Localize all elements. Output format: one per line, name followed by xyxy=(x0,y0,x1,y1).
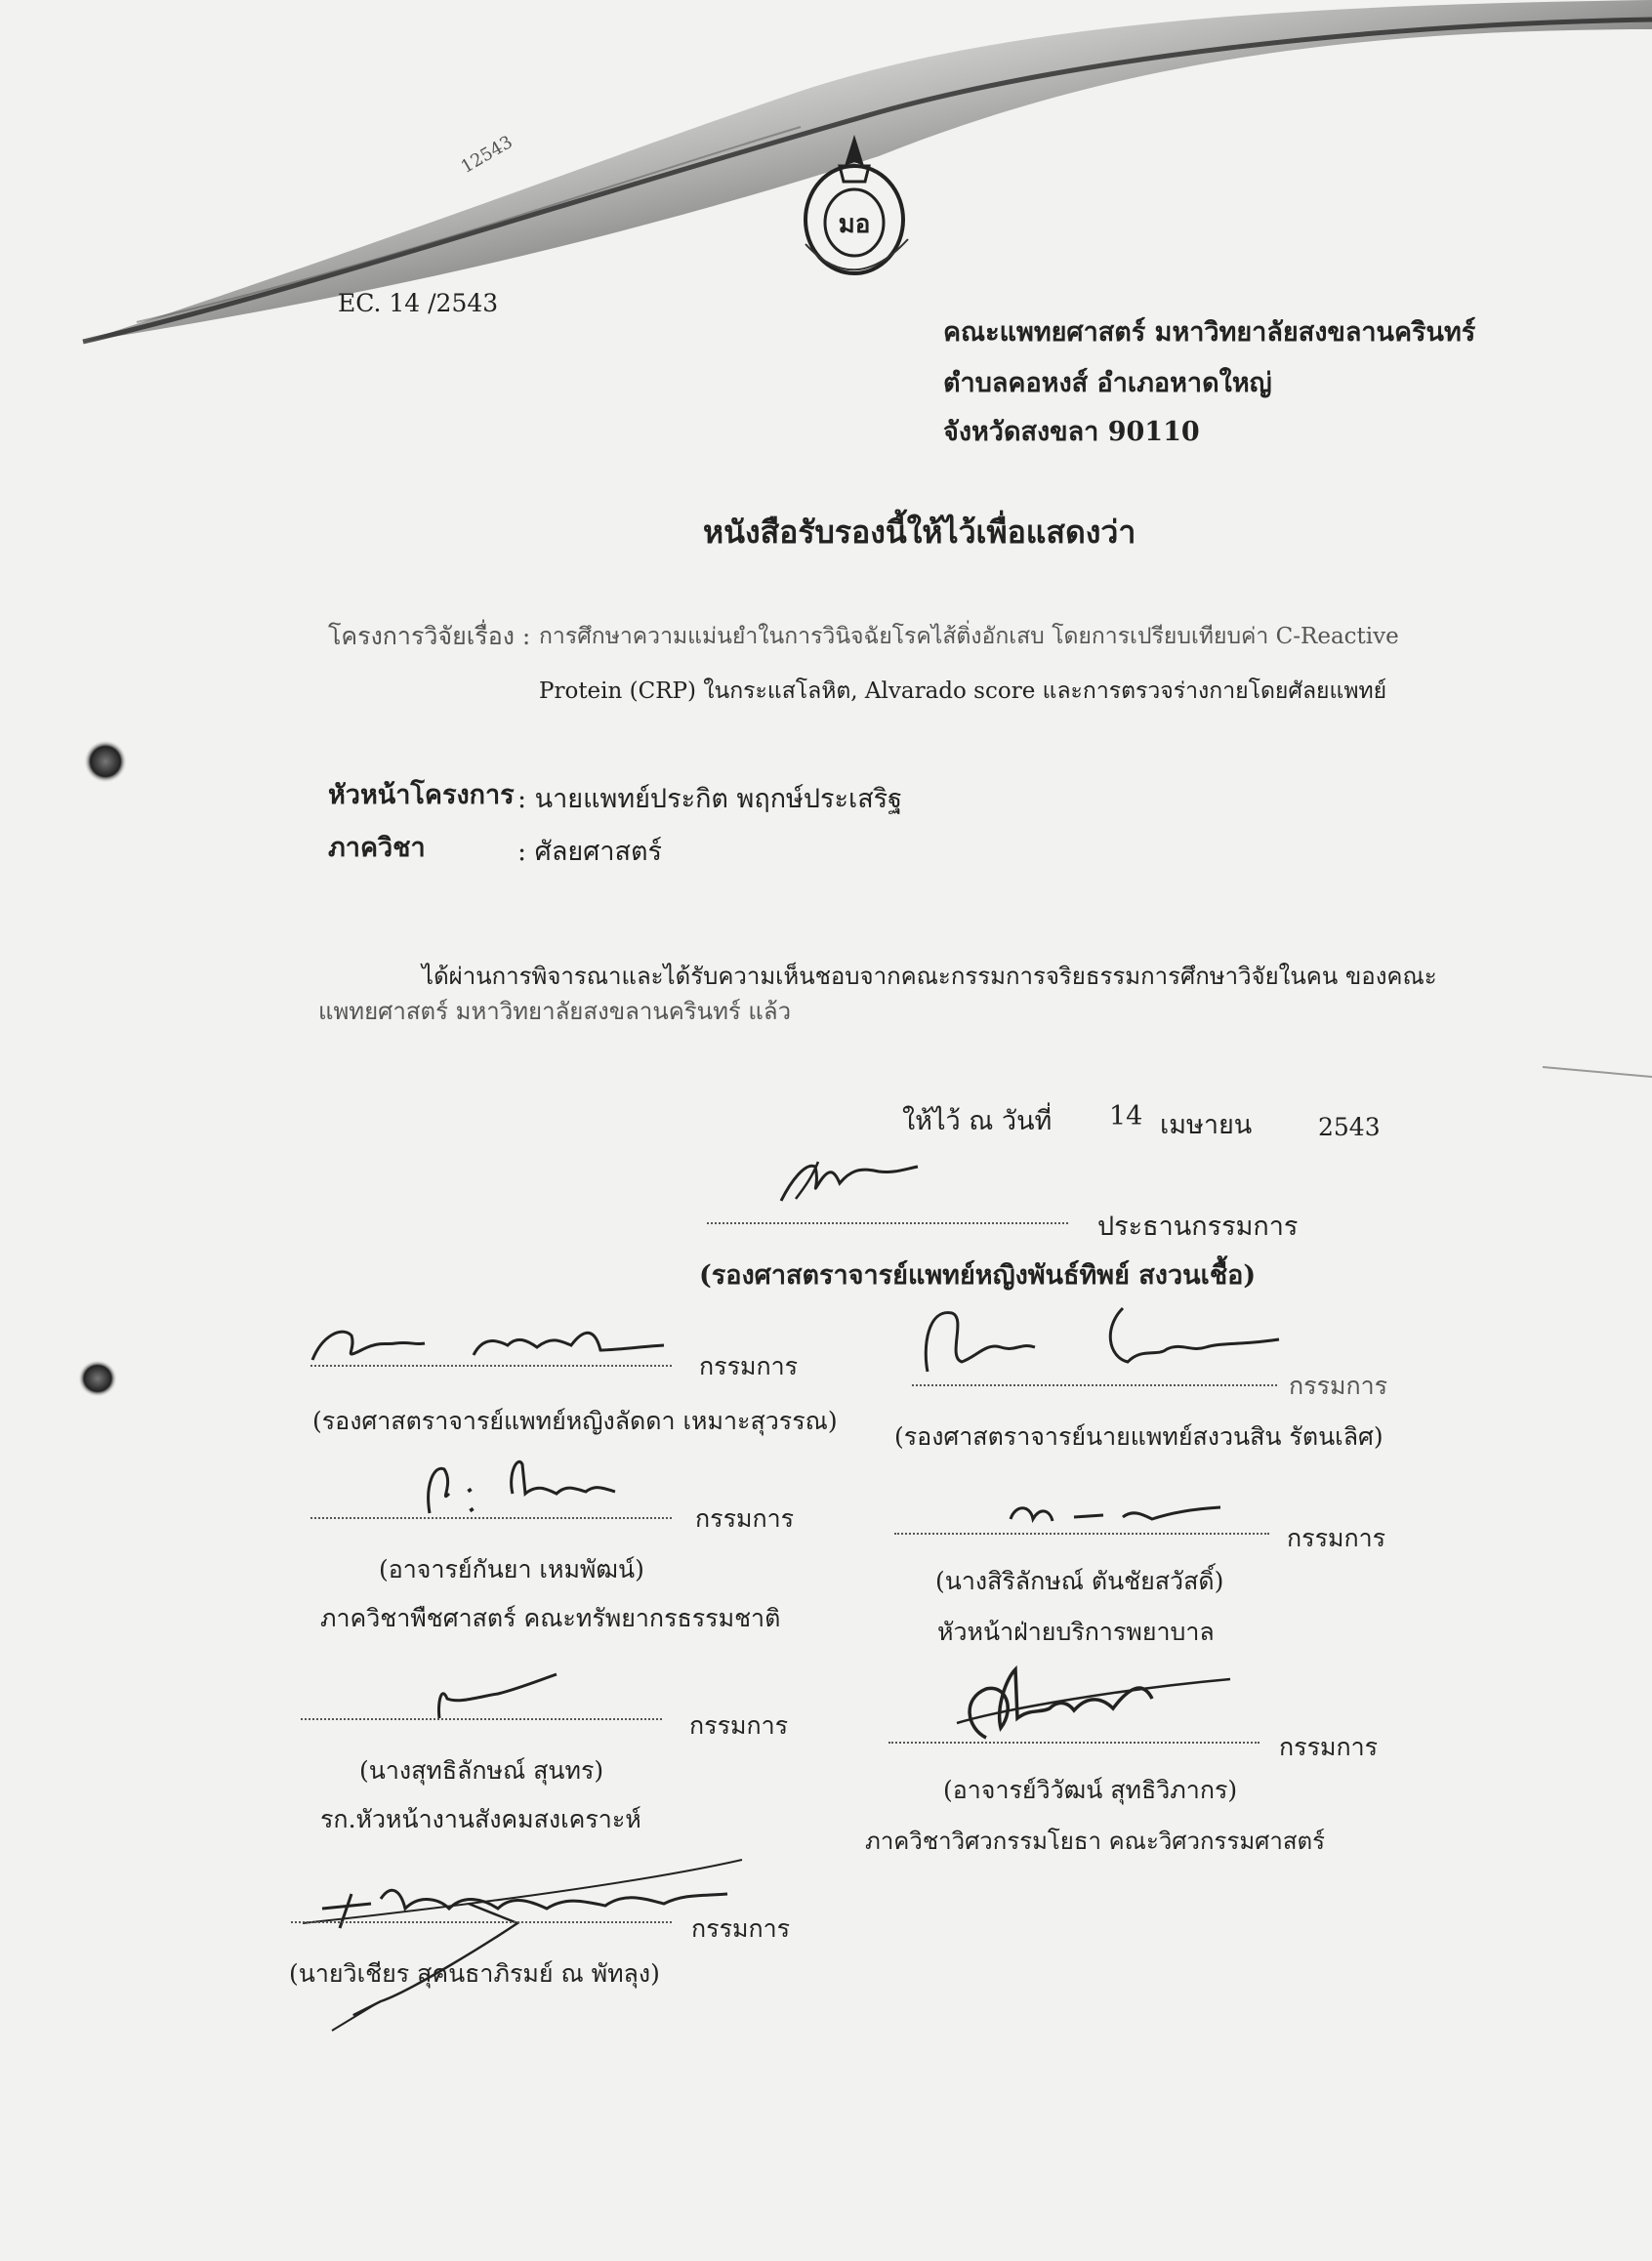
document-title: หนังสือรับรองนี้ให้ไว้เพื่อแสดงว่า xyxy=(703,514,1136,551)
date-prefix: ให้ไว้ ณ วันที่ xyxy=(902,1106,1053,1136)
member-4-name: (นางสิริลักษณ์ ตันชัยสวัสดิ์) xyxy=(935,1567,1224,1595)
member-5-name: (นางสุทธิลักษณ์ สุนทร) xyxy=(359,1756,604,1785)
member-2-signature xyxy=(908,1289,1299,1386)
university-seal xyxy=(771,127,937,293)
address-line-faculty: คณะแพทยศาสตร์ มหาวิทยาลัยสงขลานครินทร์ xyxy=(943,317,1476,348)
stamp-mark: 12543 xyxy=(457,132,516,178)
project-title-line-2: Protein (CRP) ในกระแสโลหิต, Alvarado score และการตรวจร่างกายโดยศัลยแพทย์ xyxy=(539,678,1387,704)
approval-text-line-2: แพทยศาสตร์ มหาวิทยาลัยสงขลานครินทร์ แล้ว xyxy=(318,998,792,1025)
member-3-name: (อาจารย์กันยา เหมพัฒน์) xyxy=(379,1555,644,1583)
punch-hole-bottom xyxy=(78,1360,117,1397)
project-head-label: หัวหน้าโครงการ xyxy=(328,780,515,810)
member-2-name: (รองศาสตราจารย์นายแพทย์สงวนสิน รัตนเลิศ) xyxy=(894,1422,1384,1451)
date-year: 2543 xyxy=(1318,1113,1381,1141)
member-3-affiliation: ภาควิชาพืชศาสตร์ คณะทรัพยากรธรรมชาติ xyxy=(320,1604,781,1632)
member-1-role: กรรมการ xyxy=(699,1352,799,1380)
member-6-role: กรรมการ xyxy=(1279,1733,1379,1761)
project-head-value: : นายแพทย์ประกิต พฤกษ์ประเสริฐ xyxy=(517,784,903,814)
member-4-role: กรรมการ xyxy=(1287,1524,1386,1552)
department-label: ภาควิชา xyxy=(328,833,426,863)
address-line-province: จังหวัดสงขลา 90110 xyxy=(943,417,1200,447)
reference-number: EC. 14 /2543 xyxy=(338,289,499,317)
member-3-role: กรรมการ xyxy=(695,1504,795,1533)
member-6-affiliation: ภาควิชาวิศวกรรมโยธา คณะวิศวกรรมศาสตร์ xyxy=(865,1828,1325,1855)
date-month: เมษายน xyxy=(1160,1110,1253,1140)
department-value: : ศัลยศาสตร์ xyxy=(517,837,662,867)
member-6-name: (อาจารย์วิวัฒน์ สุทธิวิภากร) xyxy=(943,1776,1238,1804)
member-4-signature xyxy=(996,1480,1230,1539)
member-1-name: (รองศาสตราจารย์แพทย์หญิงลัดดา เหมาะสุวรรณ) xyxy=(312,1407,838,1435)
approval-text-line-1: ได้ผ่านการพิจารณาและได้รับความเห็นชอบจากคณะกรรมการจริยธรรมการศึกษาวิจัยในคน ของคณะ xyxy=(422,963,1437,990)
member-4-position: หัวหน้าฝ่ายบริการพยาบาล xyxy=(937,1618,1215,1646)
member-5-role: กรรมการ xyxy=(689,1711,789,1740)
svg-text:มอ: มอ xyxy=(838,210,871,239)
member-2-role: กรรมการ xyxy=(1289,1372,1388,1400)
member-3-signature xyxy=(410,1435,625,1523)
project-title-line-1: การศึกษาความแม่นยำในการวินิจฉัยโรคไส้ติ่งอักเสบ โดยการเปรียบเทียบค่า C-Reactive xyxy=(539,624,1399,649)
member-7-name: (นายวิเชียร สุคนธาภิรมย์ ณ พัทลุง) xyxy=(289,1959,660,1988)
chair-role: ประธานกรรมการ xyxy=(1097,1212,1299,1242)
chair-signature xyxy=(762,1142,928,1211)
address-line-district: ตำบลคอหงส์ อำเภอหาดใหญ่ xyxy=(943,368,1272,398)
date-day: 14 xyxy=(1109,1101,1143,1131)
member-7-role: กรรมการ xyxy=(691,1914,791,1943)
chair-name: (รองศาสตราจารย์แพทย์หญิงพันธ์ทิพย์ สงวนเชื้อ) xyxy=(699,1260,1257,1291)
project-label: โครงการวิจัยเรื่อง : xyxy=(328,622,531,650)
punch-hole-top xyxy=(84,740,127,783)
member-5-position: รก.หัวหน้างานสังคมสงเคราะห์ xyxy=(320,1805,641,1833)
